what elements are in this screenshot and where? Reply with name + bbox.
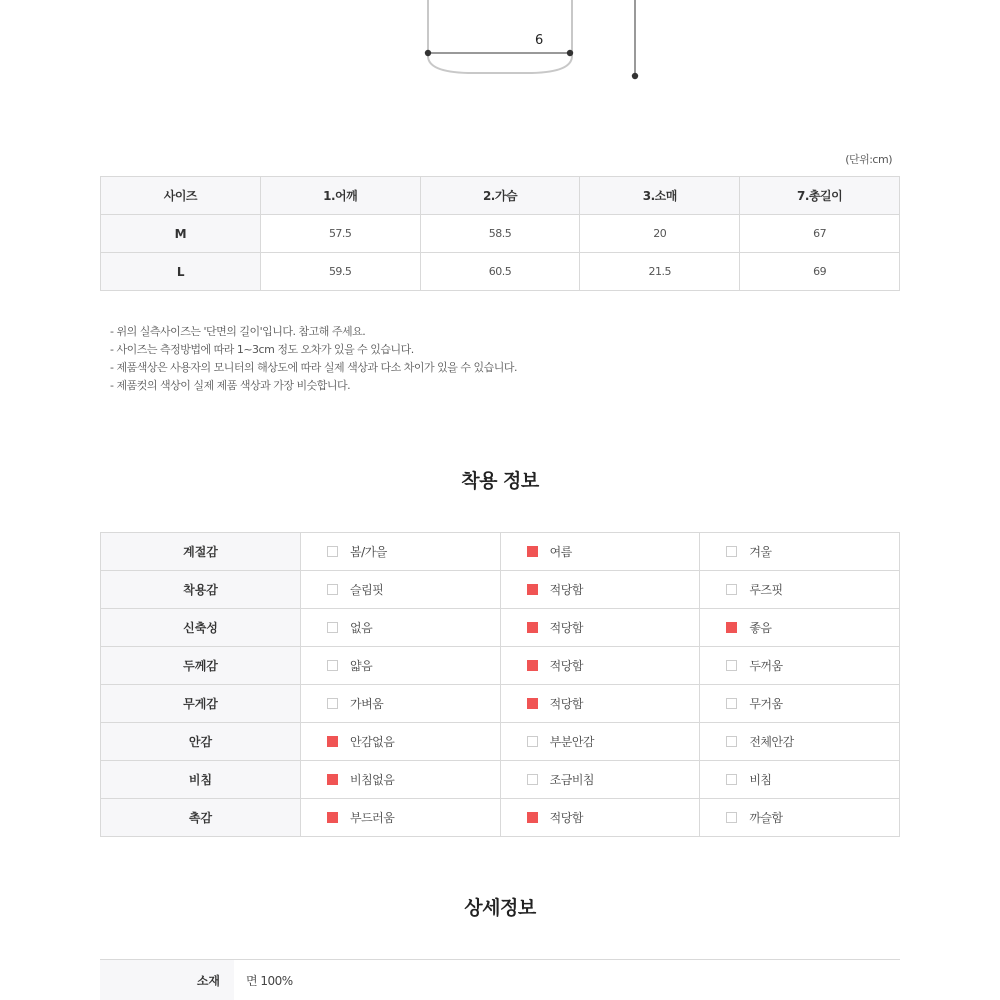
fit-option-label: 겨울 xyxy=(749,545,772,559)
fit-option xyxy=(500,761,700,799)
checked-box-icon xyxy=(527,584,538,595)
fit-row-label: 촉감 xyxy=(101,799,301,837)
detail-value: 면 100% xyxy=(234,960,900,1000)
unchecked-box-icon xyxy=(327,660,338,671)
fit-option-item xyxy=(726,657,899,674)
header-cell: 1.어깨 xyxy=(260,177,420,215)
fit-option-label: 비침없음 xyxy=(350,773,395,787)
fit-option-item xyxy=(327,695,500,712)
size-value: 58.5 xyxy=(420,215,580,253)
fit-option-label: 좋음 xyxy=(749,621,772,635)
fit-option-label: 적당함 xyxy=(549,583,583,597)
fit-option xyxy=(500,533,700,571)
unchecked-box-icon xyxy=(327,698,338,709)
fit-option xyxy=(700,647,900,685)
length-dot-bottom xyxy=(632,73,638,79)
fit-row xyxy=(101,761,900,799)
fit-option-label: 적당함 xyxy=(549,621,583,635)
fit-option-item xyxy=(726,543,899,560)
fit-option xyxy=(301,761,501,799)
fit-option xyxy=(700,609,900,647)
fit-option-item xyxy=(726,809,899,826)
unchecked-box-icon xyxy=(527,774,538,785)
size-value: 20 xyxy=(580,215,740,253)
fit-option-item xyxy=(327,733,500,750)
fit-row-label: 무게감 xyxy=(101,685,301,723)
fit-option xyxy=(301,799,501,837)
size-value: 60.5 xyxy=(420,253,580,291)
size-notes xyxy=(110,323,890,395)
fit-option xyxy=(301,647,501,685)
fit-option-item xyxy=(527,695,700,712)
size-table xyxy=(100,176,900,291)
fit-option-label: 적당함 xyxy=(549,697,583,711)
garment-diagram xyxy=(0,0,1000,100)
size-value: 21.5 xyxy=(580,253,740,291)
fit-option xyxy=(500,685,700,723)
fit-option-label: 부드러움 xyxy=(350,811,395,825)
header-cell: 3.소매 xyxy=(580,177,740,215)
unchecked-box-icon xyxy=(726,812,737,823)
fit-option-item xyxy=(527,809,700,826)
measure-dot-left xyxy=(425,50,431,56)
fit-option-label: 봄/가을 xyxy=(350,545,387,559)
detail-label: 소재 xyxy=(100,960,234,1000)
unchecked-box-icon xyxy=(726,736,737,747)
size-value: 57.5 xyxy=(260,215,420,253)
fit-option-item xyxy=(527,657,700,674)
fit-option-label: 조금비침 xyxy=(549,773,595,787)
checked-box-icon xyxy=(726,622,737,633)
fit-option-label: 두꺼움 xyxy=(749,659,783,673)
fit-option xyxy=(700,533,900,571)
checked-box-icon xyxy=(327,774,338,785)
checked-box-icon xyxy=(527,698,538,709)
size-table-header xyxy=(101,177,900,215)
fit-info-title: 착용 정보 xyxy=(461,470,539,492)
fit-option xyxy=(700,571,900,609)
header-cell: 사이즈 xyxy=(101,177,261,215)
fit-option-item xyxy=(726,581,899,598)
header-cell: 7.총길이 xyxy=(740,177,900,215)
note-line: - 제품색상은 사용자의 모니터의 해상도에 따라 실제 색상과 다소 차이가 있을 수 있습니다. xyxy=(110,361,517,374)
checked-box-icon xyxy=(327,736,338,747)
fit-option-item xyxy=(527,543,700,560)
fit-row xyxy=(101,799,900,837)
unchecked-box-icon xyxy=(726,546,737,557)
fit-row-label: 신축성 xyxy=(101,609,301,647)
fit-option-label: 적당함 xyxy=(549,659,583,673)
unchecked-box-icon xyxy=(327,546,338,557)
size-label: L xyxy=(101,253,261,291)
detail-info-title: 상세정보 xyxy=(464,897,536,919)
unchecked-box-icon xyxy=(726,660,737,671)
fit-option-label: 여름 xyxy=(549,545,572,559)
detail-info-table xyxy=(100,959,900,1000)
fit-option-label: 전체안감 xyxy=(749,735,794,749)
unchecked-box-icon xyxy=(527,736,538,747)
unchecked-box-icon xyxy=(726,774,737,785)
fit-option xyxy=(500,609,700,647)
fit-row xyxy=(101,647,900,685)
checked-box-icon xyxy=(527,622,538,633)
fit-option xyxy=(700,685,900,723)
fit-option xyxy=(301,571,501,609)
measure-label: 6 xyxy=(535,33,544,48)
checked-box-icon xyxy=(527,546,538,557)
note-line: - 제품컷의 색상이 실제 제품 색상과 가장 비슷합니다. xyxy=(110,379,351,392)
fit-option-item xyxy=(327,619,500,636)
fit-row-label: 두께감 xyxy=(101,647,301,685)
size-value: 67 xyxy=(740,215,900,253)
fit-option-label: 없음 xyxy=(350,621,373,635)
header-cell: 2.가슴 xyxy=(420,177,580,215)
measure-dot-right xyxy=(567,50,573,56)
fit-option xyxy=(301,533,501,571)
fit-option xyxy=(700,761,900,799)
fit-option-label: 루즈핏 xyxy=(749,583,783,597)
fit-option xyxy=(500,571,700,609)
unchecked-box-icon xyxy=(726,584,737,595)
fit-row xyxy=(101,723,900,761)
fit-option-label: 가벼움 xyxy=(350,697,384,711)
fit-option-item xyxy=(327,771,500,788)
checked-box-icon xyxy=(327,812,338,823)
checked-box-icon xyxy=(527,660,538,671)
fit-option-label: 얇음 xyxy=(350,659,373,673)
fit-option-label: 적당함 xyxy=(549,811,583,825)
fit-option xyxy=(500,799,700,837)
size-value: 69 xyxy=(740,253,900,291)
fit-option-item xyxy=(327,809,500,826)
fit-option-item xyxy=(527,581,700,598)
fit-option-item xyxy=(327,581,500,598)
checked-box-icon xyxy=(527,812,538,823)
fit-option xyxy=(500,723,700,761)
fit-option-item xyxy=(327,657,500,674)
fit-row-label: 계절감 xyxy=(101,533,301,571)
fit-option-item xyxy=(527,733,700,750)
fit-row-label: 비침 xyxy=(101,761,301,799)
fit-row-label: 착용감 xyxy=(101,571,301,609)
fit-row xyxy=(101,609,900,647)
fit-option-label: 슬림핏 xyxy=(350,583,384,597)
fit-option xyxy=(700,723,900,761)
fit-option-item xyxy=(527,619,700,636)
fit-option xyxy=(301,609,501,647)
fit-row-label: 안감 xyxy=(101,723,301,761)
table-row xyxy=(101,253,900,291)
fit-option-label: 안감없음 xyxy=(350,735,395,749)
fit-option xyxy=(700,799,900,837)
fit-option-label: 무거움 xyxy=(749,697,783,711)
table-row xyxy=(101,215,900,253)
fit-option xyxy=(301,723,501,761)
size-value: 59.5 xyxy=(260,253,420,291)
fit-option-label: 비침 xyxy=(749,773,772,787)
fit-option-item xyxy=(527,771,700,788)
note-line: - 위의 실측사이즈는 '단면의 길이'입니다. 참고해 주세요. xyxy=(110,325,366,338)
size-label: M xyxy=(101,215,261,253)
fit-option-item xyxy=(726,771,899,788)
fit-option-label: 까슬함 xyxy=(749,811,783,825)
fit-option-item xyxy=(726,619,899,636)
fit-option xyxy=(500,647,700,685)
fit-option xyxy=(301,685,501,723)
fit-info-table xyxy=(100,532,900,837)
unchecked-box-icon xyxy=(327,622,338,633)
fit-row xyxy=(101,571,900,609)
table-row xyxy=(100,960,900,1000)
fit-option-item xyxy=(726,695,899,712)
unchecked-box-icon xyxy=(327,584,338,595)
fit-row xyxy=(101,685,900,723)
fit-option-label: 부분안감 xyxy=(549,735,595,749)
unchecked-box-icon xyxy=(726,698,737,709)
note-line: - 사이즈는 측정방법에 따라 1~3cm 정도 오차가 있을 수 있습니다. xyxy=(110,343,414,356)
unit-label: (단위:cm) xyxy=(845,153,892,166)
fit-option-item xyxy=(327,543,500,560)
fit-option-item xyxy=(726,733,899,750)
garment-outline xyxy=(428,0,572,73)
fit-row xyxy=(101,533,900,571)
